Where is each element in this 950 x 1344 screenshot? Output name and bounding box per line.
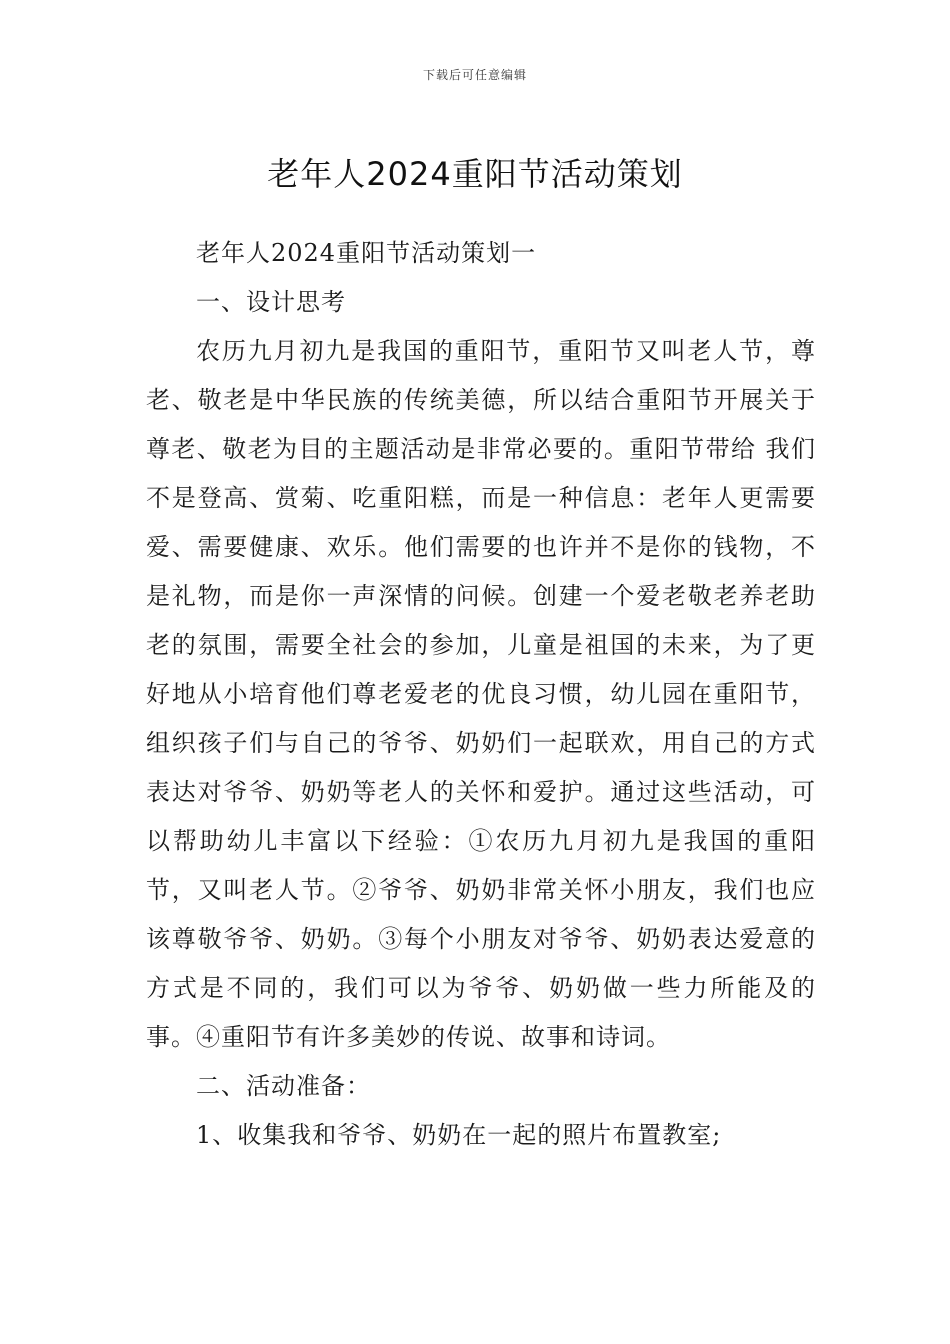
- body-paragraph: 农历九月初九是我国的重阳节，重阳节又叫老人节，尊老、敬老是中华民族的传统美德，所以结合重阳节开展关于尊老、敬老为目的主题活动是非常必要的。重阳节带给 我们不是登高、赏菊、吃重阳糕，而是一种信息：老年人更需要爱、需要健康、欢乐。他们需要的也许并不是你的钱物，不是礼物，而是你一声深情的问候。创建一个爱老敬老养老助老的氛围，需要全社会的参加，儿童是祖国的未来，为了更好地从小培育他们尊老爱老的优良习惯，幼儿园在重阳节，组织孩子们与自己的爷爷、奶奶们一起联欢，用自己的方式表达对爷爷、奶奶等老人的关怀和爱护。通过这些活动，可以帮助幼儿丰富以下经验：①农历九月初九是我国的重阳节，又叫老人节。②爷爷、奶奶非常关怀小朋友，我们也应该尊敬爷爷、奶奶。③每个小朋友对爷爷、奶奶表达爱意的方式是不同的，我们可以为爷爷、奶奶做一些力所能及的事。④重阳节有许多美妙的传说、故事和诗词。: [146, 337, 816, 1051]
- section-heading-design: 一、设计思考: [196, 288, 346, 316]
- section-subtitle: 老年人2024重阳节活动策划一: [196, 239, 537, 267]
- document-title: 老年人2024重阳节活动策划: [267, 155, 683, 194]
- section-heading-preparation: 二、活动准备：: [196, 1072, 371, 1100]
- header-note: 下载后可任意编辑: [422, 68, 527, 82]
- list-item: 1、收集我和爷爷、奶奶在一起的照片布置教室;: [196, 1121, 722, 1149]
- document-body: [146, 229, 816, 1160]
